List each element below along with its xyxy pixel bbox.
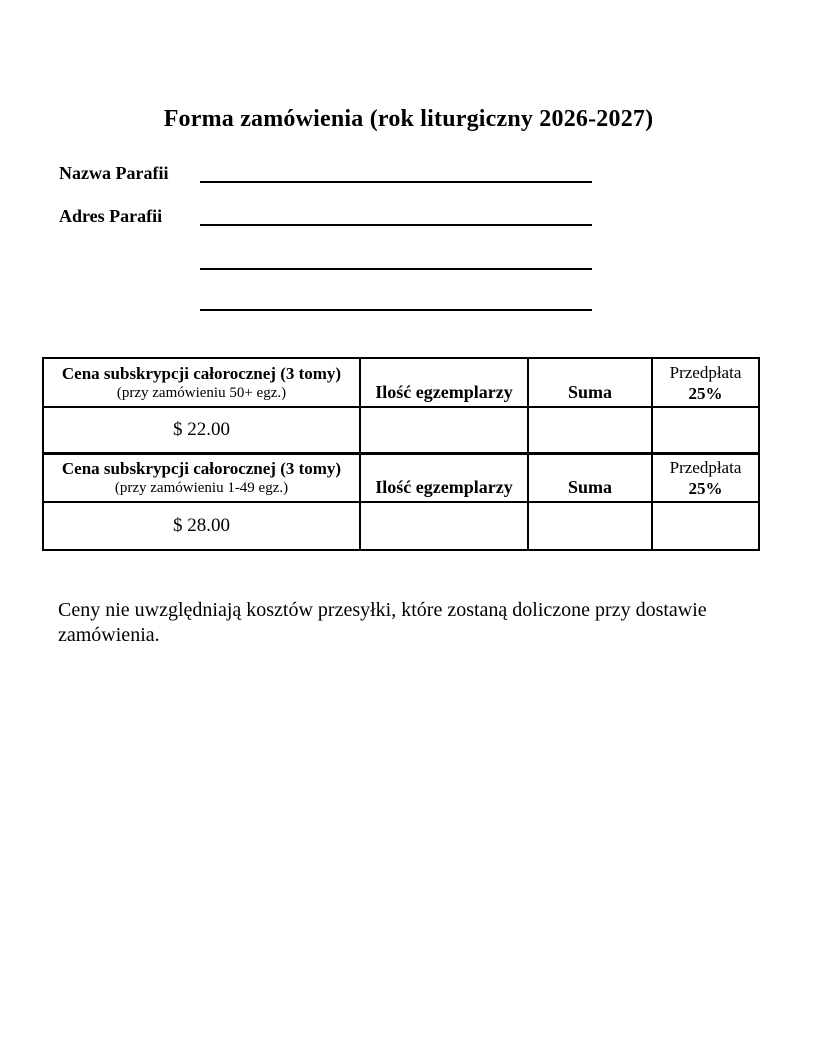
price-value-cell: $ 22.00 <box>43 407 360 453</box>
parish-name-label: Nazwa Parafii <box>59 163 169 183</box>
price-title: Cena subskrypcji całorocznej (3 tomy) <box>61 458 342 478</box>
table-header-row-1to49 <box>43 453 759 502</box>
table-data-row-1to49 <box>43 502 759 550</box>
price-value-cell: $ 28.00 <box>43 502 360 550</box>
price-title: Cena subskrypcji całorocznej (3 tomy) <box>61 363 342 383</box>
prepayment-header-cell <box>652 453 759 502</box>
price-header-cell-50plus <box>43 358 360 407</box>
page-title: Forma zamówienia (rok liturgiczny 2026-2027) <box>163 106 654 132</box>
parish-address-fill-line-2 <box>200 268 592 270</box>
sum-header-cell: Suma <box>528 453 652 502</box>
sum-input-cell <box>528 502 652 550</box>
parish-name-fill-line <box>200 181 592 183</box>
prepayment-input-cell <box>652 502 759 550</box>
parish-address-fill-line-1 <box>200 224 592 226</box>
prepayment-percent: 25% <box>688 478 723 498</box>
parish-address-fill-line-3 <box>200 309 592 311</box>
price-header-cell-1to49 <box>43 453 360 502</box>
quantity-input-cell <box>360 502 528 550</box>
prepayment-label: Przedpłata <box>669 362 742 382</box>
price-subtitle: (przy zamówieniu 1-49 egz.) <box>114 479 289 496</box>
table-header-row-50plus <box>43 358 759 407</box>
table-data-row-50plus <box>43 407 759 453</box>
parish-address-label: Adres Parafii <box>59 206 163 226</box>
prepayment-header-cell <box>652 358 759 407</box>
prepayment-label: Przedpłata <box>669 457 742 477</box>
prepayment-input-cell <box>652 407 759 453</box>
subscription-price-table <box>42 357 760 551</box>
prepayment-percent: 25% <box>688 383 723 403</box>
quantity-header-cell: Ilość egzemplarzy <box>360 358 528 407</box>
shipping-cost-note: Ceny nie uwzględniają kosztów przesyłki, które zostaną doliczone przy dostawie zamówienia. <box>58 599 707 646</box>
quantity-input-cell <box>360 407 528 453</box>
quantity-header-cell: Ilość egzemplarzy <box>360 453 528 502</box>
sum-input-cell <box>528 407 652 453</box>
price-subtitle: (przy zamówieniu 50+ egz.) <box>116 384 287 401</box>
sum-header-cell: Suma <box>528 358 652 407</box>
